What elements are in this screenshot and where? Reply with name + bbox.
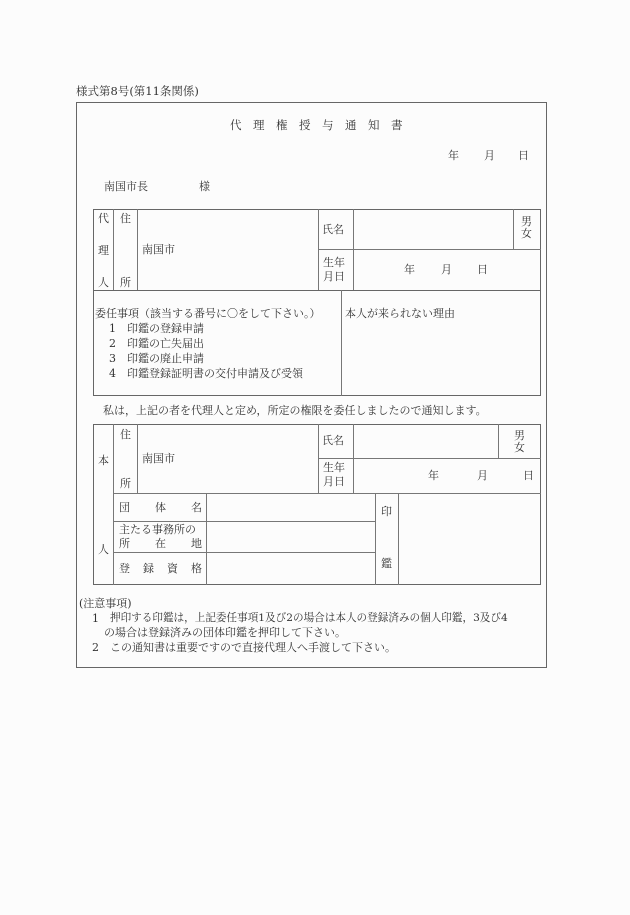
agent-side-label-3: 人	[98, 276, 109, 289]
gender-female-option[interactable]: 女	[521, 227, 532, 240]
reason-label: 本人が来られない理由	[345, 307, 455, 320]
divider	[353, 209, 354, 291]
gender-female-option[interactable]: 女	[514, 441, 525, 454]
divider	[137, 209, 138, 291]
title-char: 書	[391, 118, 403, 132]
office-label-line2	[119, 538, 202, 549]
divider	[513, 209, 514, 249]
principal-name-label: 氏名	[322, 434, 344, 447]
title-char: 与	[322, 118, 334, 132]
divider	[318, 458, 541, 459]
label-char: 資	[167, 562, 178, 575]
birth-label-line1: 生年	[323, 461, 345, 474]
seal-label-bottom: 鑑	[381, 557, 392, 570]
addressee-honorific: 様	[199, 180, 210, 193]
addressee-name: 南国市長	[104, 180, 148, 193]
delegation-statement: 私は，上記の者を代理人と定め，所定の権限を委任しましたので通知します。	[103, 404, 487, 417]
principal-birth-year: 年	[428, 469, 439, 482]
divider	[113, 209, 114, 291]
note-1-line1: 押印する印鑑は，上記委任事項1及び2の場合は本人の登録済みの個人印鑑，3及び4	[110, 612, 508, 624]
label-char: 在	[155, 537, 166, 550]
principal-birth-label	[323, 461, 345, 489]
note-2-number: 2	[92, 641, 99, 654]
principal-address-label-bottom: 所	[120, 477, 131, 490]
label-char: 録	[143, 562, 154, 575]
principal-address-value[interactable]: 南国市	[142, 452, 175, 465]
principal-side-label-bottom: 人	[98, 543, 109, 556]
date-month-label: 月	[484, 149, 495, 162]
date-day-label: 日	[518, 149, 529, 162]
label-char: 所	[119, 537, 130, 550]
divider	[398, 493, 399, 585]
notes-heading: (注意事項)	[79, 597, 132, 610]
agent-name-field[interactable]	[358, 214, 508, 244]
birth-label-line2: 月日	[323, 475, 345, 488]
label-char: 体	[155, 501, 166, 514]
registration-field[interactable]	[210, 556, 370, 581]
delegation-item-4-number[interactable]: 4	[109, 367, 116, 380]
note-2-line1: この通知書は重要ですので直接代理人へ手渡して下さい。	[110, 641, 396, 654]
delegation-item-4: 印鑑登録証明書の交付申請及び受領	[127, 367, 303, 380]
divider	[318, 249, 541, 250]
note-1-line2: の場合は登録済みの団体印鑑を押印して下さい。	[104, 626, 346, 639]
label-char: 登	[119, 562, 130, 575]
delegation-item-3: 印鑑の廃止申請	[127, 352, 204, 365]
office-address-field[interactable]	[210, 525, 370, 549]
agent-side-label-2: 理	[98, 244, 109, 257]
office-label-line1: 主たる事務所の	[119, 523, 196, 536]
delegation-heading: 委任事項（該当する番号に〇をして下さい。）	[95, 307, 321, 320]
agent-birth-day: 日	[477, 263, 488, 276]
label-char: 格	[191, 562, 202, 575]
title-char: 理	[253, 118, 265, 132]
agent-birth-label	[323, 256, 345, 284]
date-year-label: 年	[448, 149, 459, 162]
title-char: 授	[299, 118, 311, 132]
divider	[113, 424, 114, 585]
divider	[375, 493, 376, 585]
seal-stamp-area[interactable]	[402, 497, 537, 581]
gender-male-option[interactable]: 男	[521, 215, 532, 228]
delegation-item-2-number[interactable]: 2	[109, 337, 116, 350]
divider	[206, 493, 207, 585]
delegation-item-3-number[interactable]: 3	[109, 352, 116, 365]
birth-label-line1: 生年	[323, 256, 345, 269]
principal-address-label-top: 住	[120, 428, 131, 441]
label-char: 団	[119, 501, 130, 514]
principal-birth-month: 月	[477, 469, 488, 482]
divider	[137, 424, 138, 493]
birth-label-line2: 月日	[323, 270, 345, 283]
registration-label	[119, 563, 202, 574]
agent-address-value[interactable]: 南国市	[142, 243, 175, 256]
title-char: 知	[368, 118, 380, 132]
divider	[113, 493, 541, 494]
label-char: 地	[191, 537, 202, 550]
agent-name-label: 氏名	[322, 223, 344, 236]
principal-name-field[interactable]	[358, 428, 494, 454]
title-char: 権	[276, 118, 288, 132]
divider	[113, 552, 375, 553]
org-name-label	[119, 502, 202, 513]
agent-birth-year: 年	[404, 263, 415, 276]
note-1-number: 1	[92, 612, 99, 625]
title-char: 代	[230, 118, 242, 132]
agent-gender[interactable]	[521, 216, 532, 240]
label-char: 名	[191, 501, 202, 514]
principal-gender[interactable]	[514, 430, 525, 454]
divider	[318, 209, 319, 291]
principal-birth-day: 日	[523, 469, 534, 482]
divider	[341, 290, 342, 396]
reason-field[interactable]	[345, 324, 535, 390]
agent-address-label-bottom: 所	[120, 276, 131, 289]
divider	[113, 521, 375, 522]
delegation-item-1-number[interactable]: 1	[109, 322, 116, 335]
title-char: 通	[345, 118, 357, 132]
delegation-item-1: 印鑑の登録申請	[127, 322, 204, 335]
principal-side-label-top: 本	[98, 454, 109, 467]
seal-label-top: 印	[381, 505, 392, 518]
org-name-field[interactable]	[210, 497, 370, 517]
document-title	[230, 120, 414, 132]
agent-address-label-top: 住	[120, 212, 131, 225]
agent-side-label-1: 代	[98, 212, 109, 225]
form-number: 様式第8号(第11条関係)	[76, 84, 199, 98]
divider	[498, 424, 499, 458]
agent-birth-month: 月	[441, 263, 452, 276]
delegation-item-2: 印鑑の亡失届出	[127, 337, 204, 350]
gender-male-option[interactable]: 男	[514, 429, 525, 442]
